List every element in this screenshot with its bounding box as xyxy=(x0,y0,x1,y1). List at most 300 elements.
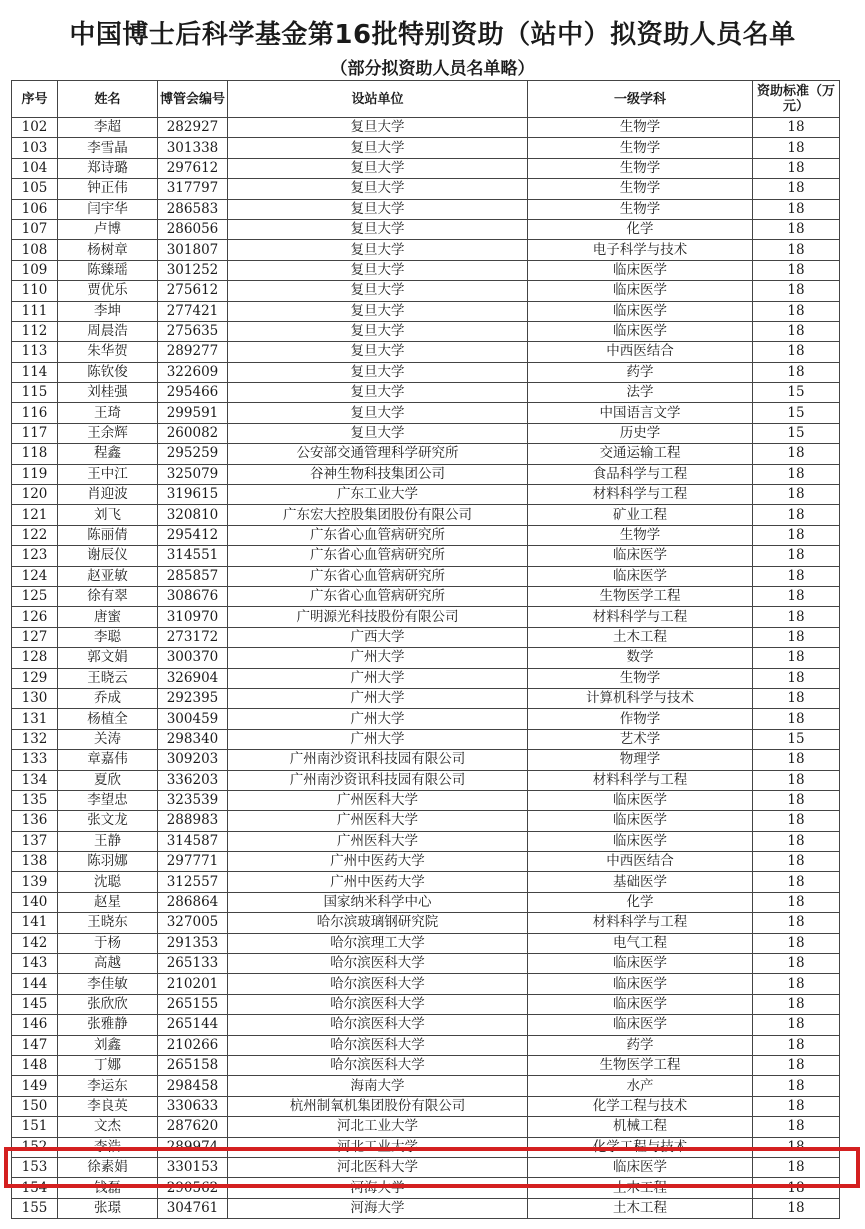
cell-funding-amount: 18 xyxy=(753,301,840,321)
cell-name: 张雅静 xyxy=(58,1015,158,1035)
cell-discipline: 临床医学 xyxy=(528,281,753,301)
header-funding-amount: 资助标准（万元） xyxy=(753,81,840,118)
table-row xyxy=(12,321,840,341)
table-row xyxy=(12,1015,840,1035)
cell-serial-no: 150 xyxy=(12,1096,58,1116)
table-row xyxy=(12,281,840,301)
cell-discipline: 生物学 xyxy=(528,138,753,158)
cell-funding-amount: 18 xyxy=(753,240,840,260)
cell-station-unit: 广东省心血管病研究所 xyxy=(228,566,528,586)
cell-funding-amount: 18 xyxy=(753,688,840,708)
cell-serial-no: 107 xyxy=(12,219,58,239)
cell-station-unit: 复旦大学 xyxy=(228,240,528,260)
cell-name: 李雪晶 xyxy=(58,138,158,158)
cell-committee-id: 265158 xyxy=(158,1055,228,1075)
cell-name: 钱磊 xyxy=(58,1178,158,1198)
cell-funding-amount: 18 xyxy=(753,586,840,606)
cell-committee-id: 312557 xyxy=(158,872,228,892)
cell-station-unit: 哈尔滨医科大学 xyxy=(228,974,528,994)
cell-funding-amount: 18 xyxy=(753,1055,840,1075)
cell-funding-amount: 18 xyxy=(753,1137,840,1157)
cell-station-unit: 哈尔滨理工大学 xyxy=(228,933,528,953)
cell-name: 李坤 xyxy=(58,301,158,321)
cell-funding-amount: 18 xyxy=(753,770,840,790)
cell-committee-id: 326904 xyxy=(158,668,228,688)
cell-committee-id: 210201 xyxy=(158,974,228,994)
table-row xyxy=(12,342,840,362)
table-row xyxy=(12,831,840,851)
table-row xyxy=(12,138,840,158)
cell-serial-no: 138 xyxy=(12,852,58,872)
cell-discipline: 临床医学 xyxy=(528,1157,753,1177)
cell-serial-no: 114 xyxy=(12,362,58,382)
cell-committee-id: 309203 xyxy=(158,750,228,770)
cell-funding-amount: 18 xyxy=(753,362,840,382)
cell-discipline: 电气工程 xyxy=(528,933,753,953)
cell-funding-amount: 18 xyxy=(753,464,840,484)
cell-name: 杨树章 xyxy=(58,240,158,260)
cell-funding-amount: 18 xyxy=(753,607,840,627)
cell-name: 王琦 xyxy=(58,403,158,423)
cell-station-unit: 广州医科大学 xyxy=(228,831,528,851)
cell-serial-no: 117 xyxy=(12,423,58,443)
cell-serial-no: 142 xyxy=(12,933,58,953)
cell-discipline: 物理学 xyxy=(528,750,753,770)
cell-committee-id: 308676 xyxy=(158,586,228,606)
cell-discipline: 历史学 xyxy=(528,423,753,443)
cell-station-unit: 河海大学 xyxy=(228,1198,528,1218)
cell-station-unit: 复旦大学 xyxy=(228,158,528,178)
document-subtitle: （部分拟资助人员名单略） xyxy=(330,59,535,79)
header-committee-id: 博管会编号 xyxy=(158,81,228,118)
cell-committee-id: 289277 xyxy=(158,342,228,362)
cell-name: 朱华贺 xyxy=(58,342,158,362)
cell-station-unit: 复旦大学 xyxy=(228,342,528,362)
cell-serial-no: 143 xyxy=(12,954,58,974)
cell-name: 程鑫 xyxy=(58,444,158,464)
table-row xyxy=(12,1076,840,1096)
cell-station-unit: 复旦大学 xyxy=(228,423,528,443)
cell-discipline: 生物医学工程 xyxy=(528,1055,753,1075)
table-row xyxy=(12,240,840,260)
cell-name: 李运东 xyxy=(58,1076,158,1096)
cell-station-unit: 杭州制氧机集团股份有限公司 xyxy=(228,1096,528,1116)
cell-discipline: 生物学 xyxy=(528,199,753,219)
cell-discipline: 材料科学与工程 xyxy=(528,607,753,627)
cell-serial-no: 110 xyxy=(12,281,58,301)
table-row xyxy=(12,954,840,974)
cell-funding-amount: 18 xyxy=(753,933,840,953)
cell-committee-id: 265155 xyxy=(158,994,228,1014)
cell-station-unit: 哈尔滨玻璃钢研究院 xyxy=(228,913,528,933)
cell-serial-no: 130 xyxy=(12,688,58,708)
cell-station-unit: 复旦大学 xyxy=(228,219,528,239)
cell-serial-no: 106 xyxy=(12,199,58,219)
table-row xyxy=(12,546,840,566)
table-row xyxy=(12,505,840,525)
cell-committee-id: 297612 xyxy=(158,158,228,178)
cell-funding-amount: 18 xyxy=(753,1117,840,1137)
cell-station-unit: 广州医科大学 xyxy=(228,790,528,810)
cell-serial-no: 108 xyxy=(12,240,58,260)
cell-discipline: 临床医学 xyxy=(528,790,753,810)
cell-station-unit: 复旦大学 xyxy=(228,179,528,199)
cell-name: 夏欣 xyxy=(58,770,158,790)
cell-funding-amount: 18 xyxy=(753,872,840,892)
table-row xyxy=(12,1178,840,1198)
cell-serial-no: 104 xyxy=(12,158,58,178)
table-row xyxy=(12,485,840,505)
cell-funding-amount: 18 xyxy=(753,831,840,851)
cell-serial-no: 135 xyxy=(12,790,58,810)
cell-station-unit: 复旦大学 xyxy=(228,138,528,158)
cell-committee-id: 291353 xyxy=(158,933,228,953)
cell-committee-id: 288983 xyxy=(158,811,228,831)
table-row xyxy=(12,423,840,443)
cell-serial-no: 109 xyxy=(12,260,58,280)
table-row xyxy=(12,464,840,484)
cell-serial-no: 149 xyxy=(12,1076,58,1096)
table-row xyxy=(12,586,840,606)
cell-funding-amount: 18 xyxy=(753,1157,840,1177)
cell-discipline: 化学 xyxy=(528,219,753,239)
table-row xyxy=(12,729,840,749)
cell-discipline: 临床医学 xyxy=(528,321,753,341)
cell-station-unit: 复旦大学 xyxy=(228,199,528,219)
cell-name: 陈臻瑶 xyxy=(58,260,158,280)
cell-station-unit: 复旦大学 xyxy=(228,301,528,321)
cell-committee-id: 301807 xyxy=(158,240,228,260)
cell-funding-amount: 18 xyxy=(753,219,840,239)
cell-serial-no: 140 xyxy=(12,892,58,912)
table-row xyxy=(12,750,840,770)
cell-committee-id: 310970 xyxy=(158,607,228,627)
cell-name: 唐蜜 xyxy=(58,607,158,627)
cell-committee-id: 286864 xyxy=(158,892,228,912)
cell-serial-no: 123 xyxy=(12,546,58,566)
cell-station-unit: 国家纳米科学中心 xyxy=(228,892,528,912)
cell-funding-amount: 18 xyxy=(753,138,840,158)
cell-name: 张欣欣 xyxy=(58,994,158,1014)
cell-committee-id: 319615 xyxy=(158,485,228,505)
cell-name: 章嘉伟 xyxy=(58,750,158,770)
cell-funding-amount: 18 xyxy=(753,892,840,912)
cell-discipline: 生物学 xyxy=(528,668,753,688)
table-row xyxy=(12,913,840,933)
cell-committee-id: 325079 xyxy=(158,464,228,484)
cell-committee-id: 298340 xyxy=(158,729,228,749)
cell-serial-no: 136 xyxy=(12,811,58,831)
cell-serial-no: 124 xyxy=(12,566,58,586)
cell-serial-no: 111 xyxy=(12,301,58,321)
cell-committee-id: 327005 xyxy=(158,913,228,933)
cell-discipline: 材料科学与工程 xyxy=(528,913,753,933)
cell-name: 刘鑫 xyxy=(58,1035,158,1055)
cell-station-unit: 广州大学 xyxy=(228,668,528,688)
cell-serial-no: 134 xyxy=(12,770,58,790)
cell-discipline: 电子科学与技术 xyxy=(528,240,753,260)
cell-station-unit: 哈尔滨医科大学 xyxy=(228,1035,528,1055)
cell-serial-no: 147 xyxy=(12,1035,58,1055)
cell-name: 王中江 xyxy=(58,464,158,484)
cell-committee-id: 300459 xyxy=(158,709,228,729)
cell-funding-amount: 18 xyxy=(753,974,840,994)
cell-name: 刘飞 xyxy=(58,505,158,525)
cell-serial-no: 103 xyxy=(12,138,58,158)
cell-committee-id: 323539 xyxy=(158,790,228,810)
table-row xyxy=(12,1055,840,1075)
cell-discipline: 计算机科学与技术 xyxy=(528,688,753,708)
cell-discipline: 临床医学 xyxy=(528,260,753,280)
cell-station-unit: 广州南沙资讯科技园有限公司 xyxy=(228,770,528,790)
cell-name: 卢博 xyxy=(58,219,158,239)
cell-serial-no: 127 xyxy=(12,627,58,647)
cell-serial-no: 154 xyxy=(12,1178,58,1198)
table-row xyxy=(12,1117,840,1137)
cell-station-unit: 广东宏大控股集团股份有限公司 xyxy=(228,505,528,525)
cell-name: 赵星 xyxy=(58,892,158,912)
cell-committee-id: 265144 xyxy=(158,1015,228,1035)
cell-name: 周晨浩 xyxy=(58,321,158,341)
cell-discipline: 法学 xyxy=(528,383,753,403)
cell-station-unit: 公安部交通管理科学研究所 xyxy=(228,444,528,464)
table-row xyxy=(12,688,840,708)
table-row xyxy=(12,179,840,199)
cell-station-unit: 谷神生物科技集团公司 xyxy=(228,464,528,484)
cell-funding-amount: 18 xyxy=(753,994,840,1014)
cell-station-unit: 哈尔滨医科大学 xyxy=(228,954,528,974)
header-name: 姓名 xyxy=(58,81,158,118)
cell-name: 沈聪 xyxy=(58,872,158,892)
cell-committee-id: 298458 xyxy=(158,1076,228,1096)
cell-name: 关涛 xyxy=(58,729,158,749)
table-row xyxy=(12,1035,840,1055)
cell-name: 赵亚敏 xyxy=(58,566,158,586)
cell-station-unit: 复旦大学 xyxy=(228,321,528,341)
cell-funding-amount: 18 xyxy=(753,546,840,566)
cell-station-unit: 广州中医药大学 xyxy=(228,872,528,892)
cell-station-unit: 广州大学 xyxy=(228,688,528,708)
cell-serial-no: 128 xyxy=(12,648,58,668)
cell-funding-amount: 15 xyxy=(753,423,840,443)
funding-list-table xyxy=(11,80,840,1219)
cell-funding-amount: 18 xyxy=(753,179,840,199)
cell-funding-amount: 18 xyxy=(753,199,840,219)
cell-committee-id: 295466 xyxy=(158,383,228,403)
cell-name: 文杰 xyxy=(58,1117,158,1137)
cell-serial-no: 121 xyxy=(12,505,58,525)
cell-serial-no: 145 xyxy=(12,994,58,1014)
cell-committee-id: 277421 xyxy=(158,301,228,321)
cell-funding-amount: 18 xyxy=(753,750,840,770)
cell-committee-id: 260082 xyxy=(158,423,228,443)
cell-discipline: 交通运输工程 xyxy=(528,444,753,464)
cell-discipline: 土木工程 xyxy=(528,1178,753,1198)
cell-name: 贾优乐 xyxy=(58,281,158,301)
cell-serial-no: 133 xyxy=(12,750,58,770)
table-row xyxy=(12,219,840,239)
cell-station-unit: 广州大学 xyxy=(228,709,528,729)
cell-discipline: 中西医结合 xyxy=(528,852,753,872)
cell-discipline: 土木工程 xyxy=(528,627,753,647)
cell-name: 乔成 xyxy=(58,688,158,708)
cell-name: 李浩 xyxy=(58,1137,158,1157)
cell-funding-amount: 18 xyxy=(753,954,840,974)
cell-committee-id: 314551 xyxy=(158,546,228,566)
table-row xyxy=(12,892,840,912)
cell-committee-id: 300370 xyxy=(158,648,228,668)
cell-discipline: 材料科学与工程 xyxy=(528,485,753,505)
cell-serial-no: 146 xyxy=(12,1015,58,1035)
cell-discipline: 材料科学与工程 xyxy=(528,770,753,790)
cell-funding-amount: 18 xyxy=(753,811,840,831)
cell-discipline: 机械工程 xyxy=(528,1117,753,1137)
cell-station-unit: 广州南沙资讯科技园有限公司 xyxy=(228,750,528,770)
cell-funding-amount: 18 xyxy=(753,668,840,688)
cell-committee-id: 320810 xyxy=(158,505,228,525)
cell-funding-amount: 15 xyxy=(753,383,840,403)
cell-funding-amount: 18 xyxy=(753,1198,840,1218)
table-row xyxy=(12,627,840,647)
cell-discipline: 中西医结合 xyxy=(528,342,753,362)
cell-serial-no: 115 xyxy=(12,383,58,403)
cell-name: 李良英 xyxy=(58,1096,158,1116)
cell-funding-amount: 18 xyxy=(753,709,840,729)
cell-committee-id: 295412 xyxy=(158,525,228,545)
table-row xyxy=(12,158,840,178)
cell-discipline: 水产 xyxy=(528,1076,753,1096)
cell-name: 李超 xyxy=(58,118,158,138)
cell-serial-no: 151 xyxy=(12,1117,58,1137)
cell-serial-no: 148 xyxy=(12,1055,58,1075)
cell-serial-no: 105 xyxy=(12,179,58,199)
cell-name: 于杨 xyxy=(58,933,158,953)
cell-name: 徐素娟 xyxy=(58,1157,158,1177)
cell-committee-id: 210266 xyxy=(158,1035,228,1055)
table-row xyxy=(12,811,840,831)
cell-discipline: 临床医学 xyxy=(528,566,753,586)
cell-station-unit: 广州医科大学 xyxy=(228,811,528,831)
cell-committee-id: 304761 xyxy=(158,1198,228,1218)
cell-discipline: 食品科学与工程 xyxy=(528,464,753,484)
cell-committee-id: 285857 xyxy=(158,566,228,586)
table-row xyxy=(12,362,840,382)
cell-discipline: 中国语言文学 xyxy=(528,403,753,423)
cell-discipline: 化学 xyxy=(528,892,753,912)
table-row xyxy=(12,1096,840,1116)
cell-station-unit: 复旦大学 xyxy=(228,403,528,423)
cell-discipline: 数学 xyxy=(528,648,753,668)
cell-funding-amount: 18 xyxy=(753,158,840,178)
document-title: 中国博士后科学基金第16批特别资助（站中）拟资助人员名单 xyxy=(69,20,796,50)
cell-serial-no: 122 xyxy=(12,525,58,545)
cell-funding-amount: 18 xyxy=(753,505,840,525)
header-serial-no: 序号 xyxy=(12,81,58,118)
cell-discipline: 生物学 xyxy=(528,118,753,138)
cell-funding-amount: 18 xyxy=(753,627,840,647)
cell-serial-no: 116 xyxy=(12,403,58,423)
cell-discipline: 药学 xyxy=(528,362,753,382)
table-row xyxy=(12,199,840,219)
cell-committee-id: 299591 xyxy=(158,403,228,423)
table-row xyxy=(12,1137,840,1157)
cell-name: 郑诗璐 xyxy=(58,158,158,178)
cell-name: 徐有翠 xyxy=(58,586,158,606)
cell-name: 李望忠 xyxy=(58,790,158,810)
table-row xyxy=(12,566,840,586)
table-row xyxy=(12,118,840,138)
cell-funding-amount: 15 xyxy=(753,403,840,423)
cell-discipline: 临床医学 xyxy=(528,831,753,851)
cell-discipline: 临床医学 xyxy=(528,301,753,321)
cell-funding-amount: 18 xyxy=(753,444,840,464)
table-row xyxy=(12,403,840,423)
cell-discipline: 临床医学 xyxy=(528,954,753,974)
cell-name: 谢辰仪 xyxy=(58,546,158,566)
cell-serial-no: 132 xyxy=(12,729,58,749)
cell-funding-amount: 18 xyxy=(753,790,840,810)
cell-committee-id: 286583 xyxy=(158,199,228,219)
cell-serial-no: 120 xyxy=(12,485,58,505)
cell-station-unit: 复旦大学 xyxy=(228,118,528,138)
cell-station-unit: 广西大学 xyxy=(228,627,528,647)
cell-station-unit: 复旦大学 xyxy=(228,260,528,280)
cell-station-unit: 广东省心血管病研究所 xyxy=(228,525,528,545)
cell-discipline: 生物学 xyxy=(528,179,753,199)
cell-funding-amount: 18 xyxy=(753,1015,840,1035)
cell-name: 王晓云 xyxy=(58,668,158,688)
table-row xyxy=(12,974,840,994)
cell-discipline: 作物学 xyxy=(528,709,753,729)
cell-station-unit: 哈尔滨医科大学 xyxy=(228,1015,528,1035)
cell-funding-amount: 18 xyxy=(753,342,840,362)
cell-serial-no: 144 xyxy=(12,974,58,994)
table-row xyxy=(12,770,840,790)
cell-name: 闫宇华 xyxy=(58,199,158,219)
cell-committee-id: 322609 xyxy=(158,362,228,382)
cell-discipline: 临床医学 xyxy=(528,994,753,1014)
cell-committee-id: 286056 xyxy=(158,219,228,239)
cell-station-unit: 河海大学 xyxy=(228,1178,528,1198)
cell-funding-amount: 18 xyxy=(753,566,840,586)
cell-funding-amount: 18 xyxy=(753,525,840,545)
cell-name: 张文龙 xyxy=(58,811,158,831)
cell-station-unit: 广州中医药大学 xyxy=(228,852,528,872)
cell-station-unit: 复旦大学 xyxy=(228,281,528,301)
cell-discipline: 临床医学 xyxy=(528,811,753,831)
cell-station-unit: 广明源光科技股份有限公司 xyxy=(228,607,528,627)
cell-committee-id: 295259 xyxy=(158,444,228,464)
cell-station-unit: 河北工业大学 xyxy=(228,1117,528,1137)
cell-discipline: 土木工程 xyxy=(528,1198,753,1218)
cell-committee-id: 275612 xyxy=(158,281,228,301)
cell-serial-no: 131 xyxy=(12,709,58,729)
cell-committee-id: 289974 xyxy=(158,1137,228,1157)
cell-discipline: 临床医学 xyxy=(528,974,753,994)
cell-name: 陈钦俊 xyxy=(58,362,158,382)
cell-station-unit: 广东工业大学 xyxy=(228,485,528,505)
cell-name: 王余辉 xyxy=(58,423,158,443)
cell-funding-amount: 18 xyxy=(753,321,840,341)
table-header-row xyxy=(12,81,840,118)
cell-station-unit: 复旦大学 xyxy=(228,383,528,403)
cell-station-unit: 复旦大学 xyxy=(228,362,528,382)
cell-funding-amount: 18 xyxy=(753,260,840,280)
cell-discipline: 临床医学 xyxy=(528,546,753,566)
table-row xyxy=(12,383,840,403)
cell-station-unit: 广东省心血管病研究所 xyxy=(228,546,528,566)
cell-funding-amount: 18 xyxy=(753,1178,840,1198)
